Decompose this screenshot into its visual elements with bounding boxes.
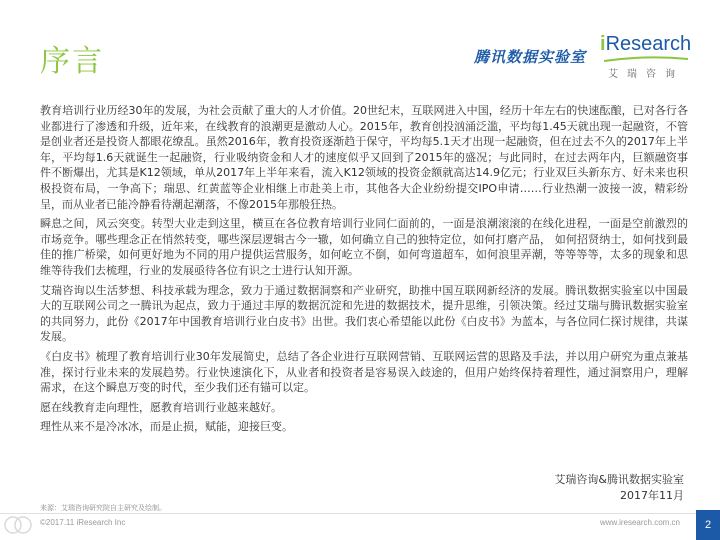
tencent-data-lab-logo: 腾讯数据实验室 [474, 48, 587, 66]
preface-paragraph-6: 理性从来不是冷冰冰，而是止损，赋能，迎接巨变。 [40, 420, 293, 434]
iresearch-wordmark-rest: Research [605, 33, 692, 55]
iresearch-logo [600, 33, 690, 83]
preface-paragraph-2: 瞬息之间，风云突变。转型大业走到这里，横亘在各位教育培训行业同仁面前的，一面是浪潮滚滚的在线化进程，一面是空前激烈的市场竞争。哪些理念正在悄然转变，哪些深层逻辑古今一辙，如何确立自己的独特定位，如何打磨产品， 如何招贤纳士，如何找到最佳的推广桥梁，如何更好地为不同的用户提供运营服务，如何屹立不倒，如何弯道超车，如何浪里弄潮，等等等等，太多的现象和思维等待我们去梳理，行业的发展亟待各位有识之士进行认知开源。 [40, 217, 688, 277]
footer-copyright: ©2017.11 iResearch Inc [40, 518, 126, 527]
signature-block [554, 472, 684, 504]
footer-website-link[interactable]: www.iresearch.com.cn [599, 518, 680, 527]
preface-body [40, 103, 688, 439]
source-note: 来源：艾瑞咨询研究院自主研究及绘制。 [40, 504, 166, 512]
iresearch-subtitle: 艾瑞咨询 [608, 69, 684, 80]
page-title: 序言 [40, 44, 104, 79]
preface-paragraph-1: 教育培训行业历经30年的发展，为社会贡献了重大的人才价值。20世纪末，互联网进入中国，经历十年左右的快速酝酿，已对各行各业都进行了渗透和升级，近年来，在线教育的浪潮更是激动人心。2015年，教育创投汹涌泛滥，平均每1.45天就出现一起融资，不管是创业者还是投资人都眼花缭乱。虽然2016年，教育投资逐渐趋于保守，平均每5.1天才出现一起融资，但在过去不久的2017年上半年，平均每1.6天就诞生一起融资，行业吸纳资金和人才的速度似乎又回到了2015年的盛况；与此同时，在过去两年内，巨额融资事件不断爆出，尤其是K12领域，单从2017年上半年来看，流入K12领域的投资金额就高达14.9亿元；行业双巨头新东方、好未来也积极投资布局，一争高下；瑞思、红黄蓝等企业相继上市赴美上市，其他各大企业纷纷提交IPO申请……行业热潮一波接一波，精彩纷呈，而从业者已能冷静看待潮起潮落，不像2015年那般狂热。 [40, 104, 688, 211]
preface-paragraph-3: 艾瑞咨询以生活梦想、科技承载为理念，致力于通过数据洞察和产业研究，助推中国互联网新经济的发展。腾讯数据实验室以中国最大的互联网公司之一腾讯为起点，致力于通过丰厚的数据沉淀和先进的数据技术，提升思维，引领决策。经过艾瑞与腾讯数据实验室的共同努力，此份《2017年中国教育培训行业白皮书》出世。我们衷心希望能以此份《白皮书》为蓝本，与各位同仁探讨规律，共谋发展。 [40, 283, 688, 344]
iresearch-wordmark-i: i [600, 33, 606, 55]
share-watermark-icon [2, 514, 38, 536]
preface-paragraph-4: 《白皮书》梳理了教育培训行业30年发展简史，总结了各企业进行互联网营销、互联网运营的思路及手法，并以用户研究为重点兼基准，探讨行业未来的发展趋势。行业快速演化下，从业者和投资者是容易误入歧途的，但用户始终保持着理性，通过洞察用户，理解需求，在这个瞬息万变的时代，至少我们还有锚可以定。 [40, 349, 688, 395]
iresearch-wordmark [600, 33, 691, 56]
signature-date: 2017年11月 [620, 489, 684, 502]
preface-paragraph-5: 愿在线教育走向理性，愿教育培训行业越来越好。 [40, 400, 282, 414]
signature-org: 艾瑞咨询&腾讯数据实验室 [554, 473, 684, 486]
iresearch-swoosh-icon [602, 55, 690, 63]
footer-divider [0, 513, 720, 514]
page-number: 2 [696, 510, 720, 540]
